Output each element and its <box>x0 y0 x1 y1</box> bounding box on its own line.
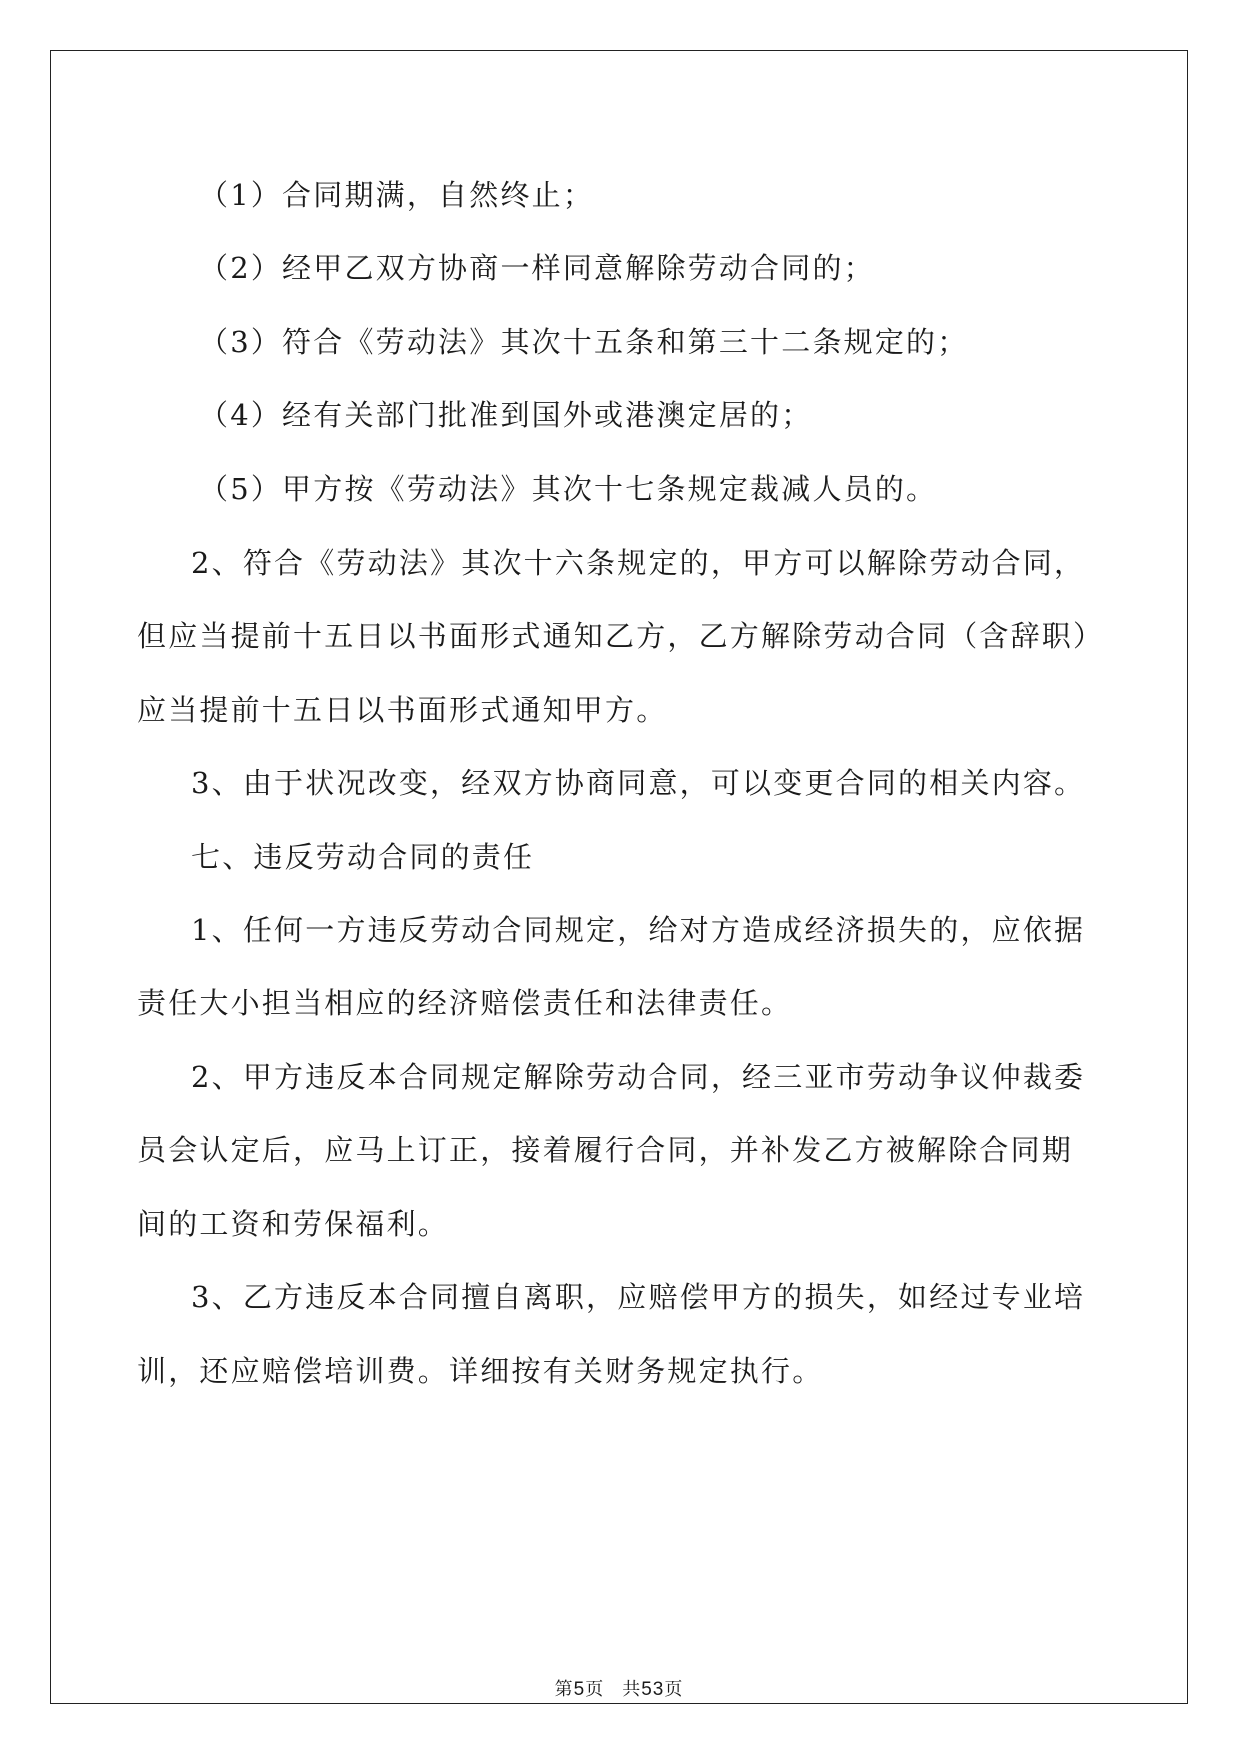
text-line: 3、由于状况改变，经双方协商同意，可以变更合同的相关内容。 <box>191 766 1086 800</box>
text-line: 训，还应赔偿培训费。详细按有关财务规定执行。 <box>137 1354 824 1388</box>
text-line: 责任大小担当相应的经济赔偿责任和法律责任。 <box>137 986 793 1020</box>
page-frame <box>50 50 1188 1704</box>
page-footer <box>51 1675 1187 1701</box>
total-pages: 53 <box>641 1679 665 1700</box>
text-line: （4）经有关部门批准到国外或港澳定居的； <box>199 398 813 432</box>
total-suffix: 页 <box>664 1679 684 1700</box>
text-line: 1、任何一方违反劳动合同规定，给对方造成经济损失的，应依据 <box>191 913 1086 947</box>
text-line: 间的工资和劳保福利。 <box>137 1207 450 1241</box>
page-number: 5 <box>573 1679 586 1700</box>
text-line: （2）经甲乙双方协商一样同意解除劳动合同的； <box>199 251 875 285</box>
text-line: 2、符合《劳动法》其次十六条规定的，甲方可以解除劳动合同， <box>191 546 1086 580</box>
section-heading: 七、违反劳动合同的责任 <box>191 840 535 874</box>
text-line: 员会认定后，应马上订正，接着履行合同，并补发乙方被解除合同期 <box>137 1133 1074 1167</box>
text-line: （1）合同期满，自然终止； <box>199 178 595 212</box>
text-line: 应当提前十五日以书面形式通知甲方。 <box>137 693 668 727</box>
text-line: （3）符合《劳动法》其次十五条和第三十二条规定的； <box>199 325 969 359</box>
text-line: 2、甲方违反本合同规定解除劳动合同，经三亚市劳动争议仲裁委 <box>191 1060 1086 1094</box>
text-line: 3、乙方违反本合同擅自离职，应赔偿甲方的损失，如经过专业培 <box>191 1280 1086 1314</box>
page-prefix: 第 <box>554 1679 574 1700</box>
total-prefix: 共 <box>622 1679 642 1700</box>
text-line: 但应当提前十五日以书面形式通知乙方，乙方解除劳动合同（含辞职） <box>137 619 1105 653</box>
text-line: （5）甲方按《劳动法》其次十七条规定裁减人员的。 <box>199 472 938 506</box>
page-suffix: 页 <box>585 1679 605 1700</box>
